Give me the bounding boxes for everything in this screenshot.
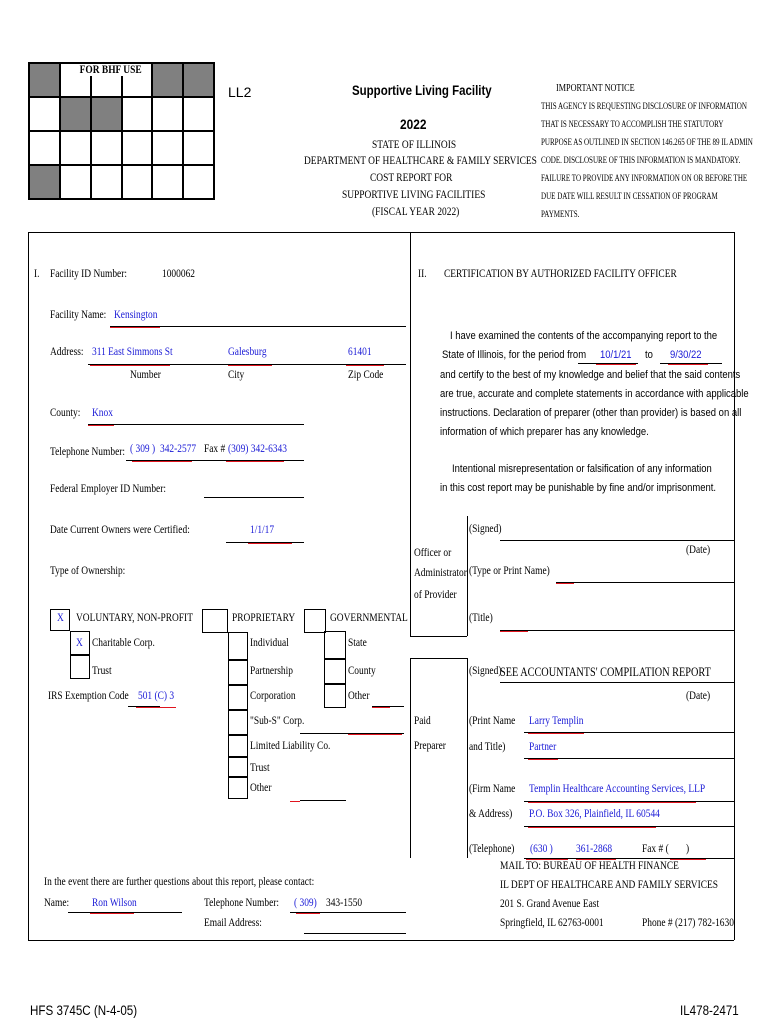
firm-address-redmark xyxy=(528,827,656,828)
gov-other-redmark xyxy=(372,707,390,708)
contact-phone-area[interactable]: ( 309) xyxy=(294,897,317,909)
bhf-grid-cell xyxy=(29,165,60,199)
mail-phone: Phone # (217) 782-1630 xyxy=(642,917,734,929)
notice-line: PAYMENTS. xyxy=(541,210,580,220)
trust-label: Trust xyxy=(92,665,112,677)
telephone-area[interactable]: (630 ) xyxy=(530,843,553,855)
footer-code: IL478-2471 xyxy=(680,1003,739,1018)
proprietary-item-checkbox[interactable] xyxy=(228,710,248,735)
contact-phone-label: Telephone Number: xyxy=(204,897,280,909)
firm-name-value[interactable]: Templin Healthcare Accounting Services, LLP xyxy=(529,783,706,795)
governmental-item-checkbox[interactable] xyxy=(324,684,346,708)
officer-label2: Administrator xyxy=(414,567,467,579)
header-fiscal-year: (FISCAL YEAR 2022) xyxy=(372,206,460,218)
telephone-label: (Telephone) xyxy=(469,843,515,855)
bhf-grid-cell xyxy=(152,165,183,199)
proprietary-checkbox[interactable] xyxy=(202,609,228,633)
header-state: STATE OF ILLINOIS xyxy=(372,139,457,151)
bhf-grid-cell xyxy=(183,131,214,165)
address-label: Address: xyxy=(50,346,84,358)
phone-redmark1 xyxy=(132,461,192,462)
preparer-date-label: (Date) xyxy=(686,690,711,702)
preparer-signature-field[interactable] xyxy=(500,682,734,683)
address-street[interactable]: 311 East Simmons St xyxy=(92,346,173,358)
contact-name-redmark xyxy=(90,913,134,914)
facility-name-label: Facility Name: xyxy=(50,309,107,321)
preparer-title-redmark xyxy=(528,759,558,760)
proprietary-item-label: Partnership xyxy=(250,665,293,677)
officer-left-border xyxy=(410,516,411,636)
frame-bottom xyxy=(28,940,734,941)
bhf-grid-cell xyxy=(122,165,153,199)
governmental-item-label: State xyxy=(348,637,367,649)
cert-line2: State of Illinois, for the period from xyxy=(442,349,587,361)
and-title-label: and Title) xyxy=(469,741,506,753)
print-name-label: (Print Name xyxy=(469,715,516,727)
notice-body xyxy=(541,98,753,224)
proprietary-field-line[interactable] xyxy=(300,800,346,801)
county-line xyxy=(88,424,304,425)
email-field[interactable] xyxy=(304,933,406,934)
certified-value[interactable]: 1/1/17 xyxy=(250,524,275,536)
email-label: Email Address: xyxy=(204,917,262,929)
bhf-use-label: FOR BHF USE xyxy=(79,64,142,76)
notice-line: PURPOSE AS OUTLINED IN SECTION 146.265 OF THE 89 IL ADMIN xyxy=(541,138,753,148)
trust-checkbox[interactable] xyxy=(70,655,90,679)
facility-name-value[interactable]: Kensington xyxy=(114,309,158,321)
governmental-checkbox[interactable] xyxy=(304,609,326,633)
notice-line: CODE. DISCLOSURE OF THIS INFORMATION IS MANDATORY. xyxy=(541,156,741,166)
preparer-name-redmark xyxy=(528,733,584,734)
cert-to-label: to xyxy=(645,349,653,361)
proprietary-item-label: "Sub-S" Corp. xyxy=(250,715,305,727)
fein-label: Federal Employer ID Number: xyxy=(50,483,167,495)
firm-name-label: (Firm Name xyxy=(469,783,516,795)
cert-line4: are true, accurate and complete statements in accordance with applicable xyxy=(440,388,749,400)
notice-line: FAILURE TO PROVIDE ANY INFORMATION ON OR BEFORE THE xyxy=(541,174,748,184)
bhf-grid-cell xyxy=(29,63,60,97)
bhf-use-grid xyxy=(28,62,215,200)
preparer-fax-close: ) xyxy=(686,843,690,855)
cert-warning1: Intentional misrepresentation or falsification of any information xyxy=(452,463,712,475)
number-caption: Number xyxy=(130,369,161,381)
preparer-left-border xyxy=(410,658,411,858)
frame-left xyxy=(28,232,29,940)
governmental-item-label: County xyxy=(348,665,376,677)
proprietary-item-checkbox[interactable] xyxy=(228,777,248,799)
fax-label: Fax # xyxy=(204,443,226,455)
officer-name-label: (Type or Print Name) xyxy=(469,565,550,577)
phone-label: Telephone Number: xyxy=(50,446,126,458)
header-dept: DEPARTMENT OF HEALTHCARE & FAMILY SERVICES xyxy=(304,155,537,167)
bhf-grid-cell xyxy=(183,165,214,199)
cert-line1: I have examined the contents of the accompanying report to the xyxy=(450,330,718,342)
phone-number[interactable]: 342-2577 xyxy=(160,443,197,455)
phone-area[interactable]: ( 309 ) xyxy=(130,443,156,455)
facility-name-redmark xyxy=(110,327,160,328)
contact-name-label: Name: xyxy=(44,897,70,909)
preparer-title-value[interactable]: Partner xyxy=(529,741,557,753)
preparer-signed-value: SEE ACCOUNTANTS' COMPILATION REPORT xyxy=(500,665,711,679)
governmental-label: GOVERNMENTAL xyxy=(330,612,408,624)
proprietary-label: PROPRIETARY xyxy=(232,612,296,624)
address-redmark3 xyxy=(346,365,384,366)
nonprofit-label: VOLUNTARY, NON-PROFIT xyxy=(76,612,193,624)
proprietary-item-checkbox[interactable] xyxy=(228,757,248,777)
officer-bottom xyxy=(410,636,467,637)
paid-label2: Preparer xyxy=(414,740,446,752)
irs-redmark xyxy=(136,707,176,708)
proprietary-item-checkbox[interactable] xyxy=(228,735,248,757)
city-caption: City xyxy=(228,369,245,381)
county-label: County: xyxy=(50,407,81,419)
contact-intro: In the event there are further questions about this report, please contact: xyxy=(44,876,315,888)
proprietary-redmark xyxy=(348,734,402,735)
bhf-grid-cell xyxy=(152,131,183,165)
officer-title-field[interactable] xyxy=(500,630,734,631)
officer-signed-label: (Signed) xyxy=(469,523,502,535)
county-value[interactable]: Knox xyxy=(92,407,113,419)
proprietary-item-label: Trust xyxy=(250,762,270,774)
proprietary-item-checkbox[interactable] xyxy=(228,660,248,685)
bhf-grid-cell xyxy=(122,131,153,165)
officer-title-label: (Title) xyxy=(469,612,493,624)
proprietary-item-checkbox[interactable] xyxy=(228,685,248,710)
officer-signature-field[interactable] xyxy=(500,540,734,541)
notice-line: THAT IS NECESSARY TO ACCOMPLISH THE STATUTORY xyxy=(541,120,724,130)
charitable-label: Charitable Corp. xyxy=(92,637,155,649)
certified-label: Date Current Owners were Certified: xyxy=(50,524,190,536)
bhf-grid-cell xyxy=(183,97,214,131)
from-redmark xyxy=(596,364,636,365)
proprietary-item-label: Corporation xyxy=(250,690,296,702)
phone-redmark2 xyxy=(226,461,284,462)
proprietary-redmark xyxy=(290,801,300,802)
cert-warning2: in this cost report may be punishable by fine and/or imprisonment. xyxy=(440,482,717,494)
mail-line3: 201 S. Grand Avenue East xyxy=(500,898,600,910)
footer-form-number: HFS 3745C (N-4-05) xyxy=(30,1003,138,1018)
frame-right xyxy=(734,232,735,940)
telephone-number[interactable]: 361-2868 xyxy=(576,843,613,855)
bhf-grid-cell xyxy=(152,63,183,97)
to-redmark xyxy=(668,364,708,365)
officer-title-redmark xyxy=(500,631,528,632)
governmental-item-label: Other xyxy=(348,690,370,702)
cert-from-date[interactable]: 10/1/21 xyxy=(600,349,632,361)
contact-phone-redmark xyxy=(296,913,320,914)
bhf-grid-cell xyxy=(29,97,60,131)
preparer-fax-label: Fax # ( xyxy=(642,843,669,855)
notice-line: THIS AGENCY IS REQUESTING DISCLOSURE OF INFORMATION xyxy=(541,102,747,112)
mail-line2: IL DEPT OF HEALTHCARE AND FAMILY SERVICES xyxy=(500,879,719,891)
header-report-line2: SUPPORTIVE LIVING FACILITIES xyxy=(342,189,486,201)
proprietary-item-label: Individual xyxy=(250,637,289,649)
bhf-grid-cell xyxy=(152,97,183,131)
bhf-grid-cell xyxy=(29,131,60,165)
fax-value[interactable]: (309) 342-6343 xyxy=(228,443,287,455)
bhf-grid-cell xyxy=(60,131,91,165)
governmental-item-checkbox[interactable] xyxy=(324,659,346,684)
notice-title: IMPORTANT NOTICE xyxy=(556,83,635,94)
certified-redmark xyxy=(248,543,292,544)
bhf-grid-cell xyxy=(91,97,122,131)
address-redmark2 xyxy=(228,365,272,366)
proprietary-item-checkbox[interactable] xyxy=(228,632,248,660)
bhf-grid-cell xyxy=(91,131,122,165)
officer-label1: Officer or xyxy=(414,547,452,559)
notice-line: DUE DATE WILL RESULT IN CESSATION OF PROGRAM xyxy=(541,192,718,202)
mail-line1: MAIL TO: BUREAU OF HEALTH FINANCE xyxy=(500,860,679,872)
preparer-top xyxy=(410,658,467,659)
cert-line6: information of which preparer has any knowledge. xyxy=(440,426,649,438)
irs-label: IRS Exemption Code xyxy=(48,690,129,702)
zip-caption: Zip Code xyxy=(348,369,384,381)
ownership-label: Type of Ownership: xyxy=(50,565,126,577)
county-redmark xyxy=(88,425,114,426)
form-code: LL2 xyxy=(228,84,252,100)
bhf-grid-cell xyxy=(122,97,153,131)
address-redmark1 xyxy=(90,365,170,366)
bhf-grid-cell xyxy=(60,97,91,131)
bhf-grid-cell xyxy=(60,165,91,199)
firm-address-value[interactable]: P.O. Box 326, Plainfield, IL 60544 xyxy=(529,808,660,820)
nonprofit-mark: X xyxy=(57,612,64,624)
section2-number: II. xyxy=(418,268,427,280)
header-report-line1: COST REPORT FOR xyxy=(370,172,453,184)
fein-field[interactable] xyxy=(204,497,304,498)
and-address-label: & Address) xyxy=(469,808,513,820)
section2-title: CERTIFICATION BY AUTHORIZED FACILITY OFFICER xyxy=(444,268,677,280)
paid-label1: Paid xyxy=(414,715,431,727)
section-divider xyxy=(410,232,411,516)
officer-date-label: (Date) xyxy=(686,544,711,556)
preparer-signed-label: (Signed) xyxy=(469,665,502,677)
charitable-mark: X xyxy=(76,637,83,649)
governmental-item-checkbox[interactable] xyxy=(324,631,346,659)
facility-id-value: 1000062 xyxy=(162,268,196,280)
address-zip[interactable]: 61401 xyxy=(348,346,372,358)
officer-label3: of Provider xyxy=(414,589,457,601)
contact-phone-number[interactable]: 343-1550 xyxy=(326,897,363,909)
facility-id-label: Facility ID Number: xyxy=(50,268,128,280)
cert-to-date[interactable]: 9/30/22 xyxy=(670,349,702,361)
header-year: 2022 xyxy=(400,116,427,132)
preparer-name-value[interactable]: Larry Templin xyxy=(529,715,584,727)
irs-value[interactable]: 501 (C) 3 xyxy=(138,690,175,702)
header-title: Supportive Living Facility xyxy=(352,82,492,98)
frame-top xyxy=(28,232,734,233)
proprietary-item-label: Other xyxy=(250,782,272,794)
proprietary-item-label: Limited Liability Co. xyxy=(250,740,331,752)
officer-name-redmark xyxy=(556,583,574,584)
contact-name-value[interactable]: Ron Wilson xyxy=(92,897,137,909)
firm-name-redmark xyxy=(528,802,696,803)
section1-number: I. xyxy=(34,268,40,280)
bhf-grid-cell xyxy=(183,63,214,97)
cert-line5: instructions. Declaration of preparer (other than provider) is based on all xyxy=(440,407,742,419)
address-city[interactable]: Galesburg xyxy=(228,346,267,358)
bhf-grid-cell xyxy=(91,165,122,199)
mail-line4: Springfield, IL 62763-0001 xyxy=(500,917,604,929)
officer-name-field[interactable] xyxy=(556,582,734,583)
preparer-divider xyxy=(467,658,468,858)
cert-line3: and certify to the best of my knowledge and belief that the said contents xyxy=(440,369,741,381)
